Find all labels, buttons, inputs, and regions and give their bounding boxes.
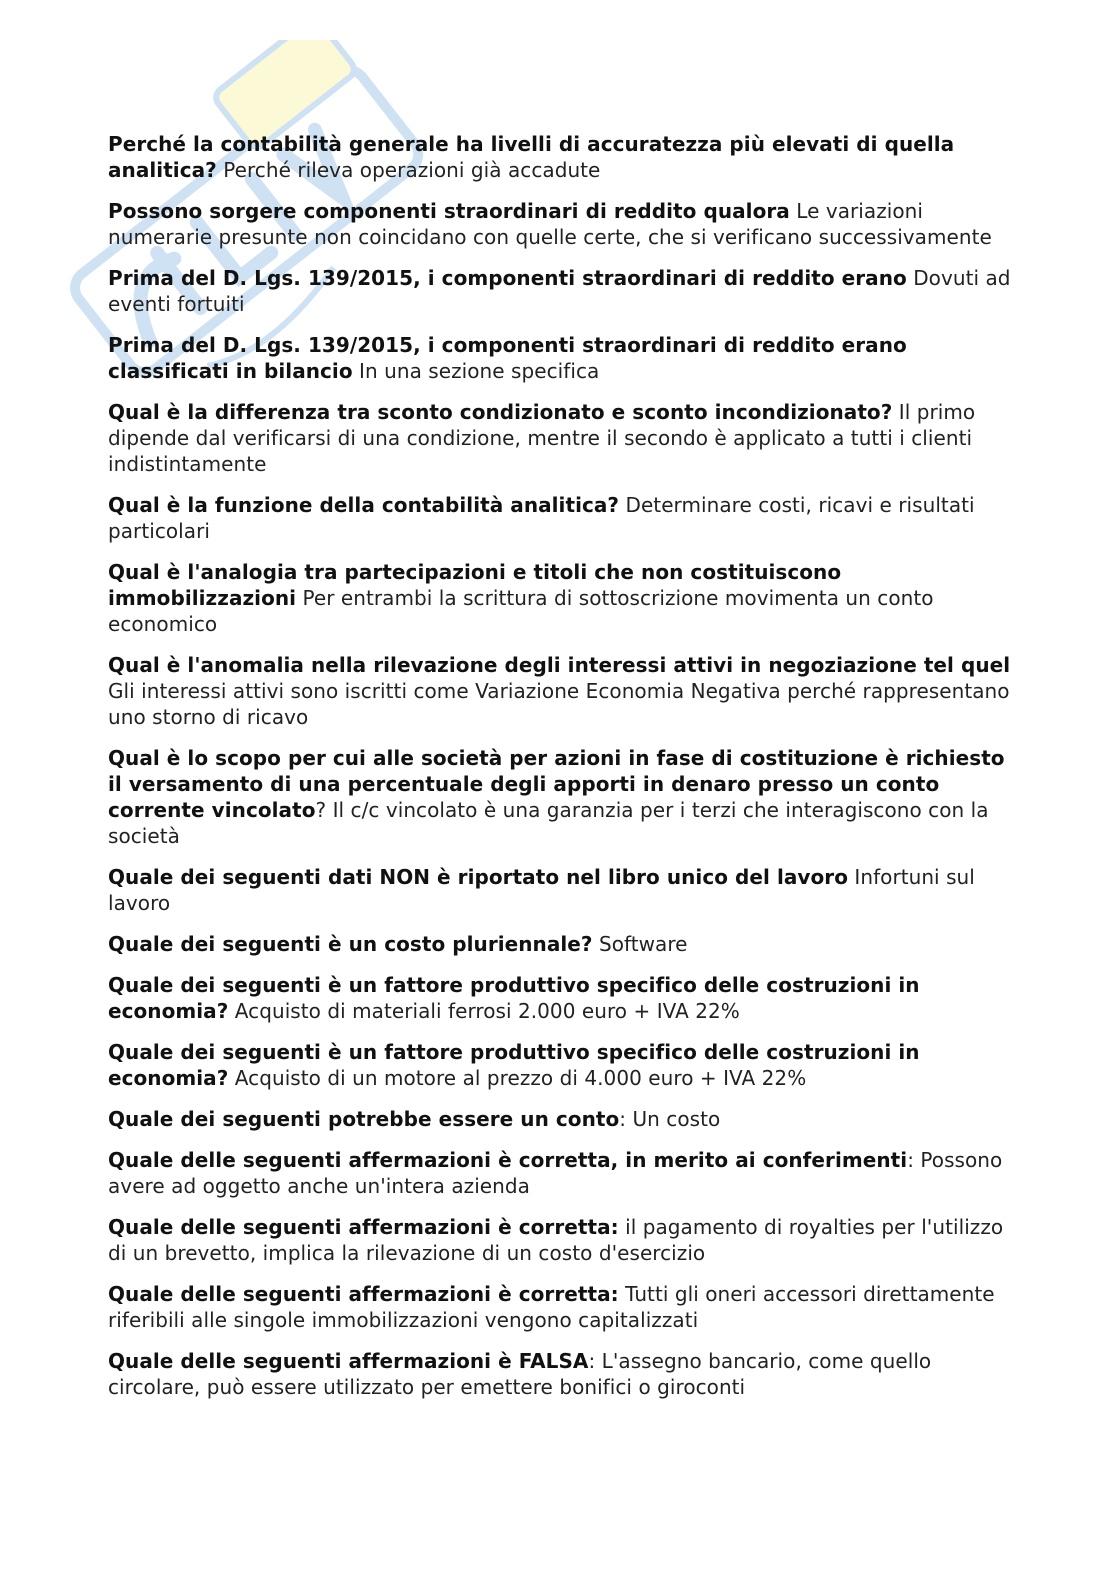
qa-item bbox=[108, 745, 1013, 849]
qa-item bbox=[108, 652, 1013, 730]
answer: : L'assegno bancario, come quello circolare, può essere utilizzato per emettere bonifici o giroconti bbox=[108, 1349, 932, 1399]
answer: Acquisto di materiali ferrosi 2.000 euro + IVA 22% bbox=[228, 999, 740, 1023]
question: Quale delle seguenti affermazioni è corretta: bbox=[108, 1282, 619, 1306]
qa-item bbox=[108, 972, 1013, 1024]
qa-item bbox=[108, 198, 1013, 250]
qa-item bbox=[108, 332, 1013, 384]
question: Perché la contabilità generale ha livelli di accuratezza più elevati di quella analitica? bbox=[108, 132, 955, 182]
question: Possono sorgere componenti straordinari di reddito qualora bbox=[108, 199, 790, 223]
question: Qual è la differenza tra sconto condizionato e sconto incondizionato? bbox=[108, 400, 893, 424]
question: Qual è l'analogia tra partecipazioni e titoli che non costituiscono immobilizzazioni bbox=[108, 560, 842, 610]
answer: Gli interessi attivi sono iscritti come Variazione Economia Negativa perché rappresentano uno storno di ricavo bbox=[108, 679, 1010, 729]
answer: Acquisto di un motore al prezzo di 4.000 euro + IVA 22% bbox=[228, 1066, 807, 1090]
answer: Infortuni sul lavoro bbox=[108, 865, 975, 915]
question: Quale delle seguenti affermazioni è corretta: bbox=[108, 1215, 619, 1239]
answer: Il primo dipende dal verificarsi di una condizione, mentre il secondo è applicato a tutti i clienti indistintamente bbox=[108, 400, 976, 476]
question: Qual è lo scopo per cui alle società per azioni in fase di costituzione è richiesto il versamento di una percentuale degli apporti in denaro presso un conto corrente vincolato bbox=[108, 746, 1005, 822]
qa-item bbox=[108, 559, 1013, 637]
answer: : Un costo bbox=[619, 1107, 721, 1131]
question: Prima del D. Lgs. 139/2015, i componenti straordinari di reddito erano bbox=[108, 266, 907, 290]
question: Quale dei seguenti è un fattore produttivo specifico delle costruzioni in economia? bbox=[108, 1040, 920, 1090]
answer: Determinare costi, ricavi e risultati particolari bbox=[108, 493, 975, 543]
qa-item bbox=[108, 1348, 1013, 1400]
question: Quale dei seguenti dati NON è riportato nel libro unico del lavoro bbox=[108, 865, 848, 889]
qa-item bbox=[108, 931, 1013, 957]
answer: Dovuti ad eventi fortuiti bbox=[108, 266, 1011, 316]
question: Quale delle seguenti affermazioni è FALSA bbox=[108, 1349, 589, 1373]
qa-item bbox=[108, 1214, 1013, 1266]
answer: : Possono avere ad oggetto anche un'intera azienda bbox=[108, 1148, 1003, 1198]
answer: il pagamento di royalties per l'utilizzo di un brevetto, implica la rilevazione di un costo d'esercizio bbox=[108, 1215, 1004, 1265]
answer: Perché rileva operazioni già accadute bbox=[216, 158, 601, 182]
qa-item bbox=[108, 399, 1013, 477]
question: Qual è l'anomalia nella rilevazione degli interessi attivi in negoziazione tel quel bbox=[108, 653, 1011, 677]
question: Quale delle seguenti affermazioni è corretta, in merito ai conferimenti bbox=[108, 1148, 908, 1172]
qa-item bbox=[108, 1039, 1013, 1091]
question: Qual è la funzione della contabilità analitica? bbox=[108, 493, 620, 517]
question: Quale dei seguenti è un costo pluriennale? bbox=[108, 932, 593, 956]
qa-item bbox=[108, 492, 1013, 544]
answer: ? Il c/c vincolato è una garanzia per i terzi che interagiscono con la società bbox=[108, 798, 989, 848]
answer: Software bbox=[592, 932, 688, 956]
question: Prima del D. Lgs. 139/2015, i componenti straordinari di reddito erano classificati in bilancio bbox=[108, 333, 907, 383]
qa-item bbox=[108, 1281, 1013, 1333]
answer: In una sezione specifica bbox=[352, 359, 600, 383]
document-body bbox=[108, 131, 1013, 1415]
qa-item bbox=[108, 864, 1013, 916]
question: Quale dei seguenti potrebbe essere un conto bbox=[108, 1107, 620, 1131]
answer: Tutti gli oneri accessori direttamente riferibili alle singole immobilizzazioni vengono capitalizzati bbox=[108, 1282, 995, 1332]
qa-item bbox=[108, 1106, 1013, 1132]
answer: Per entrambi la scrittura di sottoscrizione movimenta un conto economico bbox=[108, 586, 934, 636]
question: Quale dei seguenti è un fattore produttivo specifico delle costruzioni in economia? bbox=[108, 973, 920, 1023]
qa-item bbox=[108, 131, 1013, 183]
answer: Le variazioni numerarie presunte non coincidano con quelle certe, che si verificano successivamente bbox=[108, 199, 992, 249]
qa-item bbox=[108, 1147, 1013, 1199]
qa-item bbox=[108, 265, 1013, 317]
